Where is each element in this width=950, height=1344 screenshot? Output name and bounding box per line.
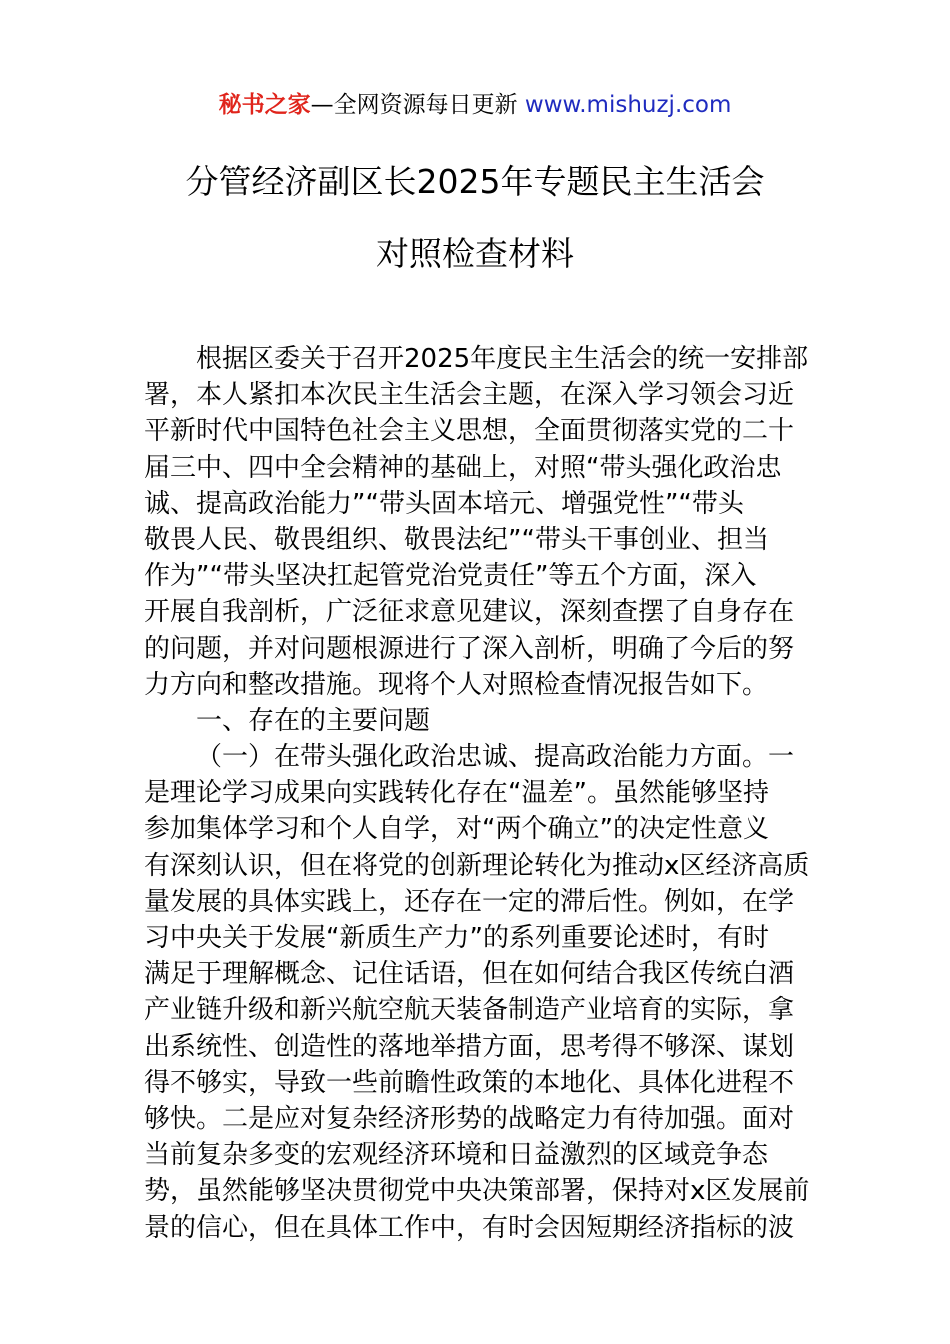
body-line: 的问题，并对问题根源进行了深入剖析，明确了今后的努	[144, 633, 795, 664]
document-title-line-2: 对照检查材料	[376, 234, 574, 273]
body-line: 习中央关于发展“新质生产力”的系列重要论述时，有时	[144, 923, 769, 953]
body-line: 得不够实，导致一些前瞻性政策的本地化、具体化进程不	[144, 1067, 795, 1098]
body-line: 作为”“带头坚决扛起管党治党责任”等五个方面，深入	[144, 561, 757, 592]
body-line: 根据区委关于召开2025年度民主生活会的统一安排部	[196, 344, 809, 374]
body-line: 势，虽然能够坚决贯彻党中央决策部署，保持对x区发展前	[144, 1176, 810, 1207]
header-banner	[0, 88, 950, 122]
document-title-line-1: 分管经济副区长2025年专题民主生活会	[185, 162, 765, 201]
body-line: 敬畏人民、敬畏组织、敬畏法纪”“带头干事创业、担当	[144, 524, 769, 555]
body-line: 满足于理解概念、记住话语，但在如何结合我区传统白酒	[144, 959, 795, 990]
body-line: 量发展的具体实践上，还存在一定的滞后性。例如，在学	[144, 886, 795, 917]
body-line: 够快。二是应对复杂经济形势的战略定力有待加强。面对	[144, 1103, 795, 1134]
header-tagline: —全网资源每日更新	[310, 92, 525, 118]
body-line: 开展自我剖析，广泛征求意见建议，深刻查摆了自身存在	[144, 597, 795, 628]
brand-name: 秘书之家	[218, 92, 311, 118]
body-line: 是理论学习成果向实践转化存在“温差”。虽然能够坚持	[144, 778, 769, 809]
body-line: 景的信心，但在具体工作中，有时会因短期经济指标的波	[144, 1212, 795, 1243]
site-url-link[interactable]: www.mishuzj.com	[524, 92, 732, 118]
body-line: 力方向和整改措施。现将个人对照检查情况报告如下。	[144, 669, 769, 700]
body-line: 产业链升级和新兴航空航天装备制造产业培育的实际，拿	[144, 995, 795, 1026]
body-line: 平新时代中国特色社会主义思想，全面贯彻落实党的二十	[144, 416, 795, 447]
body-line: 署，本人紧扣本次民主生活会主题，在深入学习领会习近	[144, 380, 795, 411]
body-line: 诚、提高政治能力”“带头固本培元、增强党性”“带头	[144, 488, 744, 519]
body-line: （一）在带头强化政治忠诚、提高政治能力方面。一	[196, 742, 795, 773]
body-line: 届三中、四中全会精神的基础上，对照“带头强化政治忠	[144, 452, 782, 483]
body-line: 参加集体学习和个人自学，对“两个确立”的决定性意义	[144, 814, 769, 845]
body-line: 有深刻认识，但在将党的创新理论转化为推动x区经济高质	[144, 850, 810, 881]
body-line: 当前复杂多变的宏观经济环境和日益激烈的区域竞争态	[144, 1140, 769, 1171]
section-heading: 一、存在的主要问题	[196, 705, 431, 736]
body-line: 出系统性、创造性的落地举措方面，思考得不够深、谋划	[144, 1031, 795, 1062]
document-body	[144, 341, 810, 1246]
